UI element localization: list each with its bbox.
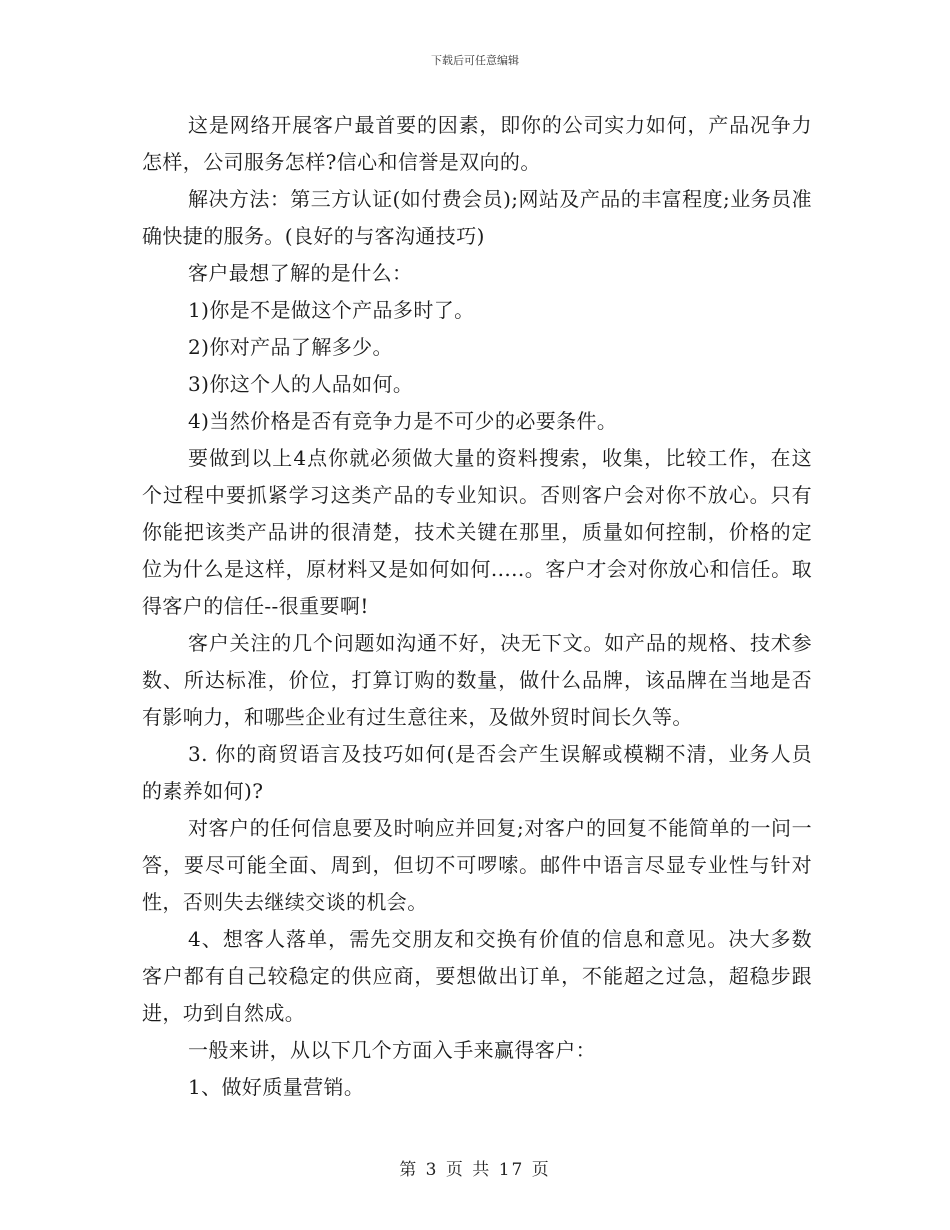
paragraph: 客户关注的几个问题如沟通不好，决无下文。如产品的规格、技术参数、所达标准，价位，打算订购的数量，做什么品牌，该品牌在当地是否有影响力，和哪些企业有过生意往来，及做外贸时间长久等。	[142, 631, 812, 729]
paragraph: 解决方法：第三方认证(如付费会员);网站及产品的丰富程度;业务员准确快捷的服务。(良好的与客沟通技巧)	[142, 187, 812, 248]
paragraph: 客户最想了解的是什么：	[188, 261, 413, 285]
document-body	[142, 107, 812, 1106]
list-item: 4)当然价格是否有竞争力是不可少的必要条件。	[188, 409, 618, 433]
paragraph: 4、想客人落单，需先交朋友和交换有价值的信息和意见。决大多数客户都有自己较稳定的供应商，要想做出订单，不能超之过急，超稳步跟进，功到自然成。	[142, 927, 812, 1025]
list-item: 3)你这个人的人品如何。	[188, 372, 414, 396]
page-number: 第 3 页 共 17 页	[399, 1160, 551, 1180]
list-item: 1、做好质量营销。	[188, 1075, 365, 1099]
paragraph: 对客户的任何信息要及时响应并回复;对客户的回复不能简单的一问一答，要尽可能全面、周到，但切不可啰嗦。邮件中语言尽显专业性与针对性，否则失去继续交谈的机会。	[142, 816, 812, 914]
paragraph: 这是网络开展客户最首要的因素，即你的公司实力如何，产品况争力怎样，公司服务怎样?信心和信誉是双向的。	[142, 113, 812, 174]
page-header-note: 下载后可任意编辑	[431, 54, 519, 67]
list-item: 1)你是不是做这个产品多时了。	[188, 298, 475, 322]
paragraph: 3. 你的商贸语言及技巧如何(是否会产生误解或模糊不清，业务人员的素养如何)?	[142, 742, 812, 803]
list-item: 2)你对产品了解多少。	[188, 335, 393, 359]
paragraph: 要做到以上4点你就必须做大量的资料搜索，收集，比较工作，在这个过程中要抓紧学习这类产品的专业知识。否则客户会对你不放心。只有你能把该类产品讲的很清楚，技术关键在那里，质量如何控制，价格的定位为什么是这样，原材料又是如何如何.....。客户才会对你放心和信任。取得客户的信任--很重要啊!	[142, 446, 812, 618]
paragraph: 一般来讲，从以下几个方面入手来赢得客户：	[188, 1038, 596, 1062]
